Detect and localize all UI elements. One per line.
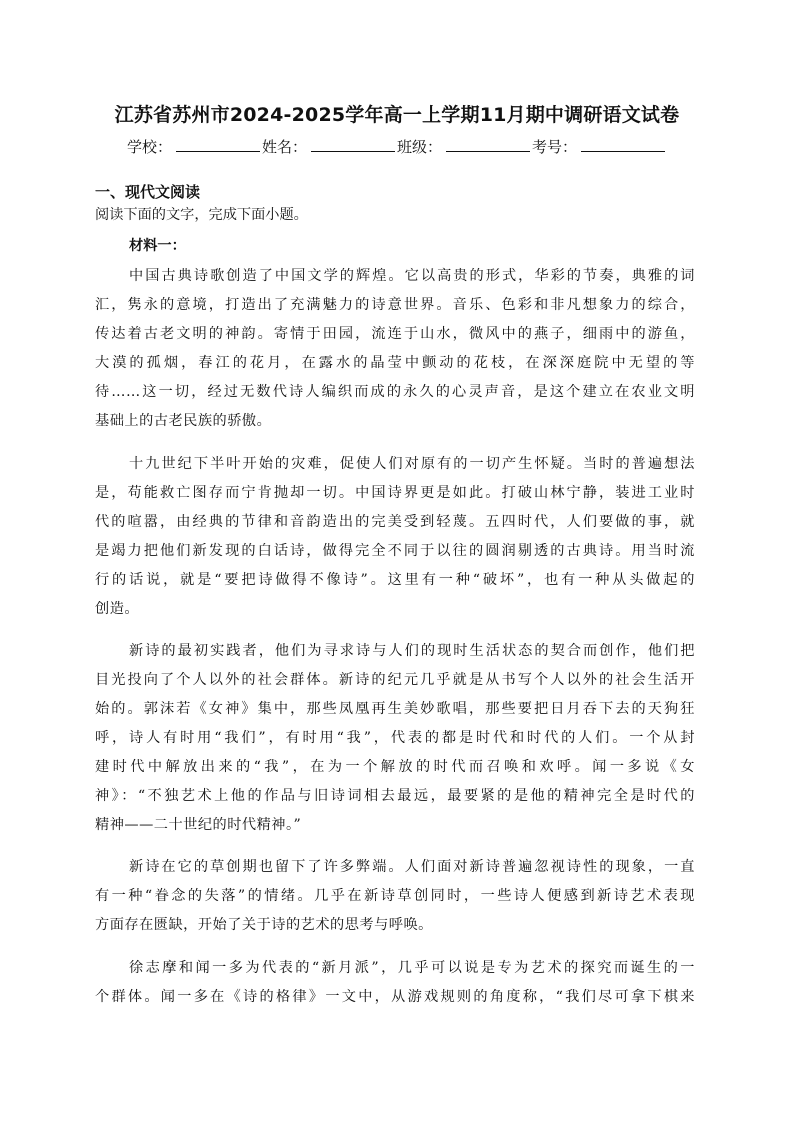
text-line: 传达着古老文明的神韵。寄情于田园，流连于山水，微风中的燕子，细雨中的游鱼， xyxy=(95,326,695,342)
number-label: 考号： xyxy=(532,138,578,156)
reading-instruction: 阅读下面的文字，完成下面小题。 xyxy=(95,207,308,223)
text-line: 十九世纪下半叶开始的灾难，促使人们对原有的一切产生怀疑。当时的普遍想法 xyxy=(129,456,695,472)
text-line: 个群体。闻一多在《诗的格律》一文中，从游戏规则的角度称，“我们尽可拿下棋来 xyxy=(95,989,695,1005)
class-label: 班级： xyxy=(397,138,443,156)
text-line: 方面存在匮缺，开始了关于诗的艺术的思考与呼唤。 xyxy=(95,917,433,933)
text-line: 始的。郭沫若《女神》集中，那些凤凰再生美妙歌唱，那些要把日月吞下去的天狗狂 xyxy=(95,701,695,717)
section-heading: 一、现代文阅读 xyxy=(95,183,201,201)
text-line: 是，苟能救亡图存而宁肯抛却一切。中国诗界更是如此。打破山林宁静，装进工业时 xyxy=(95,485,695,501)
text-line: 新诗的最初实践者，他们为寻求诗与人们的现时生活状态的契合而创作，他们把 xyxy=(129,643,695,659)
text-line: 待……这一切，经过无数代诗人编织而成的永久的心灵声音，是这个建立在农业文明 xyxy=(95,384,695,400)
text-line: 呼，诗人有时用“我们”，有时用“我”，代表的都是时代和时代的人们。一个从封 xyxy=(95,730,695,746)
text-line: 基础上的古老民族的骄傲。 xyxy=(95,413,272,429)
text-line: 建时代中解放出来的“我”，在为一个解放的时代而召唤和欢呼。闻一多说《女 xyxy=(95,759,695,775)
text-line: 是竭力把他们新发现的白话诗，做得完全不同于以往的圆润剔透的古典诗。用当时流 xyxy=(95,543,695,559)
number-blank[interactable] xyxy=(581,133,665,152)
student-info-line xyxy=(0,133,794,160)
text-line: 代的喧嚣，由经典的节律和音韵造出的完美受到轻蔑。五四时代，人们要做的事，就 xyxy=(95,514,695,530)
material-label: 材料一： xyxy=(129,238,186,254)
school-label: 学校： xyxy=(126,138,172,156)
school-blank[interactable] xyxy=(176,133,260,152)
text-line: 徐志摩和闻一多为代表的“新月派”，几乎可以说是专为艺术的探究而诞生的一 xyxy=(129,960,695,976)
text-line: 中国古典诗歌创造了中国文学的辉煌。它以高贵的形式，华彩的节奏，典雅的词 xyxy=(129,268,695,284)
text-line: 精神——二十世纪的时代精神。” xyxy=(95,817,302,833)
text-line: 汇，隽永的意境，打造出了充满魅力的诗意世界。音乐、色彩和非凡想象力的综合， xyxy=(95,297,695,313)
class-blank[interactable] xyxy=(446,133,530,152)
name-label: 姓名： xyxy=(261,138,307,156)
text-line: 神》：“不独艺术上他的作品与旧诗词相去最远，最要紧的是他的精神完全是时代的 xyxy=(95,788,695,804)
text-line: 目光投向了个人以外的社会群体。新诗的纪元几乎就是从书写个人以外的社会生活开 xyxy=(95,672,695,688)
exam-title: 江苏省苏州市2024-2025学年高一上学期11月期中调研语文试卷 xyxy=(114,104,680,126)
text-line: 新诗在它的草创期也留下了许多弊端。人们面对新诗普遍忽视诗性的现象，一直 xyxy=(129,859,695,875)
text-line: 行的话说，就是“要把诗做得不像诗”。这里有一种“破坏”，也有一种从头做起的 xyxy=(95,572,695,588)
text-line: 大漠的孤烟，春江的花月，在露水的晶莹中颤动的花枝，在深深庭院中无望的等 xyxy=(95,355,695,371)
text-line: 有一种“眷念的失落”的情绪。几乎在新诗草创同时，一些诗人便感到新诗艺术表现 xyxy=(95,888,695,904)
name-blank[interactable] xyxy=(311,133,395,152)
text-line: 创造。 xyxy=(95,601,140,617)
